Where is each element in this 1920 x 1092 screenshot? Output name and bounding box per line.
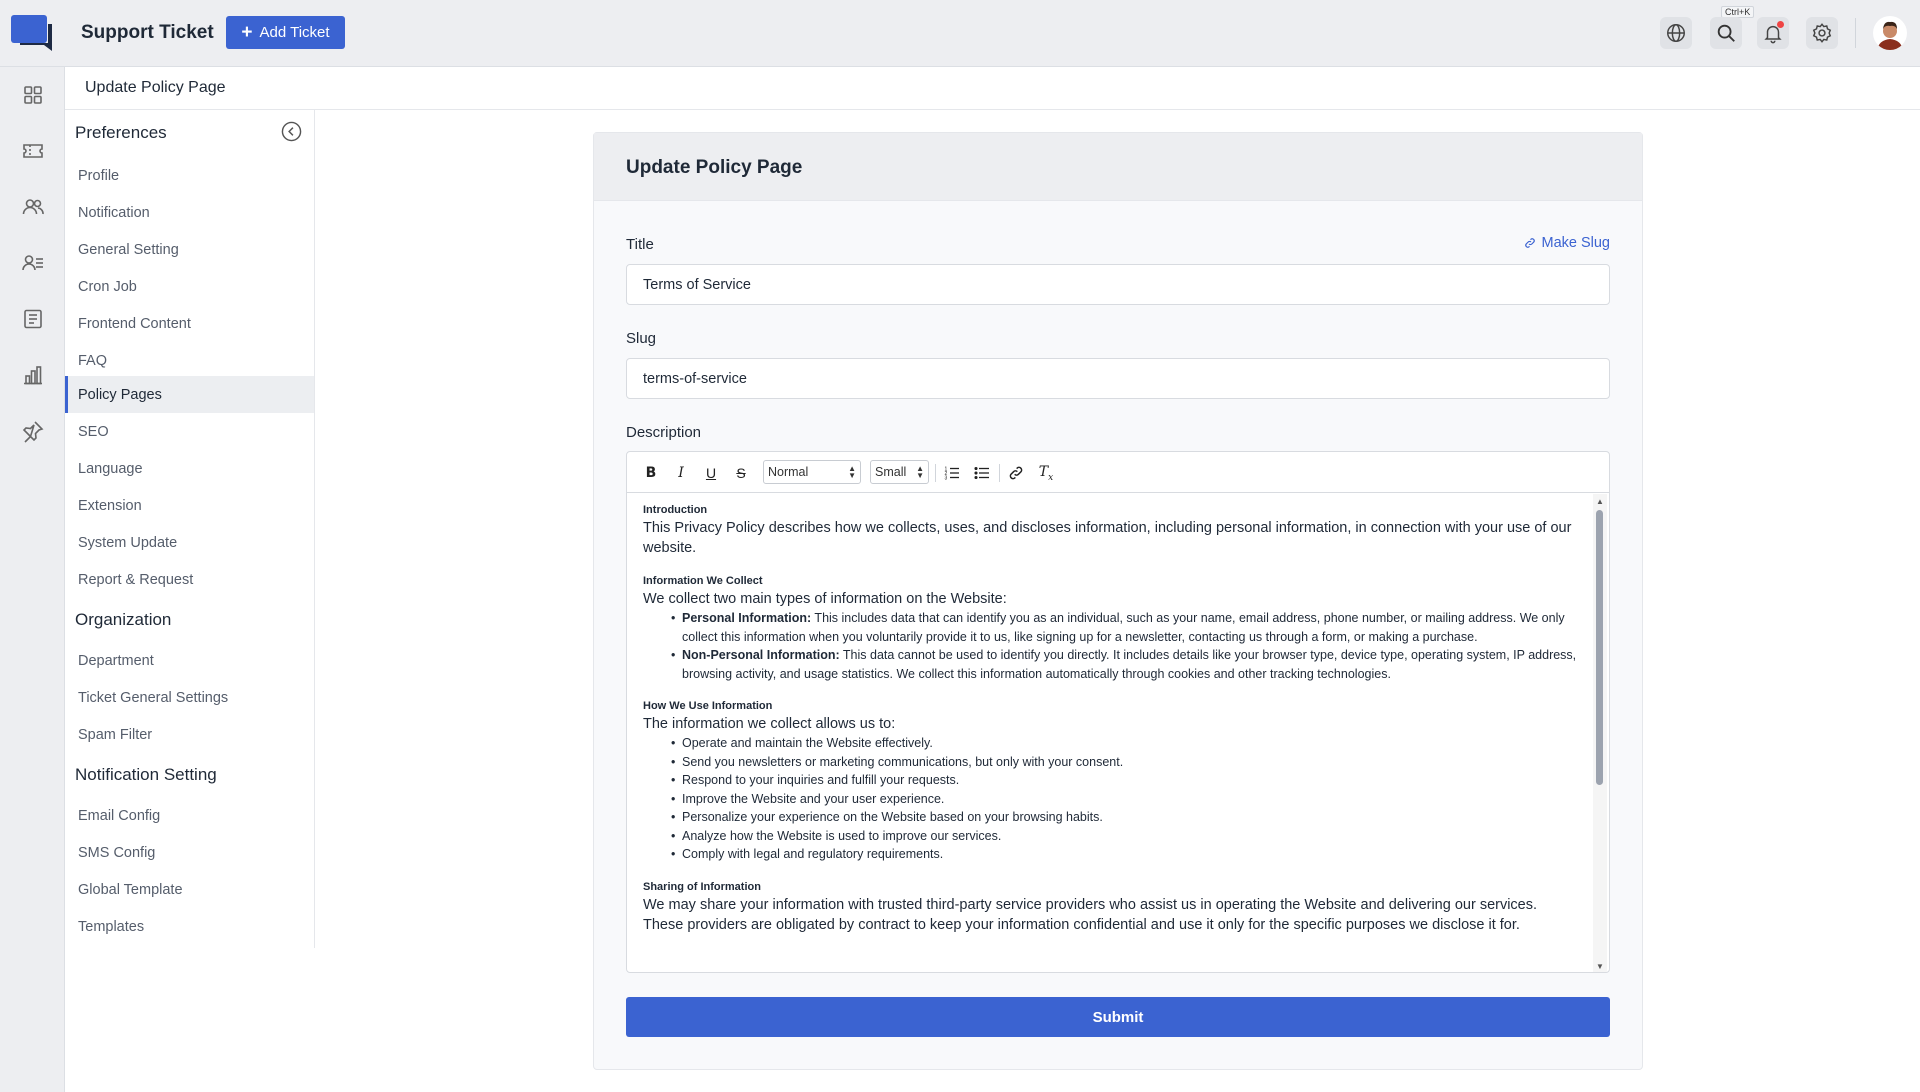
sidebar-item-faq[interactable]: FAQ <box>78 352 108 369</box>
make-slug-label: Make Slug <box>1541 235 1610 251</box>
link-icon <box>1524 237 1536 249</box>
header-select[interactable] <box>763 460 861 484</box>
language-button[interactable] <box>1660 17 1692 49</box>
bullet-list-icon <box>974 465 990 481</box>
breadcrumb-title: Update Policy Page <box>85 79 226 96</box>
list-item: • Personalize your experience on the Website based on your browsing habits. <box>682 808 1591 827</box>
users-icon <box>21 195 45 219</box>
search-shortcut-badge: Ctrl+K <box>1721 6 1754 18</box>
user-list-icon <box>21 251 45 275</box>
sidebar-item-cron-job[interactable]: Cron Job <box>78 278 137 295</box>
toolbar-divider <box>935 464 936 482</box>
clear-format-icon: $T_x$ <box>1038 463 1054 483</box>
sharing-text: We may share your information with trusted third-party service providers who assist us in operating the Website and delivering our services. These providers are obligated by contract to keep your information confidential and use it only for the specific purposes we disclose it for. <box>643 896 1538 933</box>
sidebar-item-department[interactable]: Department <box>78 652 154 669</box>
scroll-down-icon[interactable]: ▼ <box>1596 962 1604 971</box>
intro-heading: Introduction <box>643 504 708 516</box>
preferences-heading: Preferences <box>75 123 167 142</box>
sidebar-item-templates[interactable]: Templates <box>78 918 145 935</box>
title-input[interactable]: Terms of Service <box>626 264 1610 305</box>
select-arrows-icon: ▲ ▼ <box>848 464 856 480</box>
submit-button[interactable]: Submit <box>626 997 1610 1037</box>
personal-text: This includes data that can identify you as an individual, such as your name, email address, phone number, or mailing address. We only collect this information when you voluntarily provide it to us, like signing up for a newsletter, contacting us through a form, or making a purchase. <box>682 611 1565 644</box>
organization-heading: Organization <box>75 610 172 629</box>
user-avatar[interactable] <box>1873 16 1907 50</box>
editor-toolbar <box>627 452 1609 493</box>
make-slug-link[interactable] <box>1524 235 1610 251</box>
collect-heading: Information We Collect <box>643 575 763 587</box>
notifications-button[interactable] <box>1757 17 1789 49</box>
list-item: • Improve the Website and your user experience. <box>682 790 1591 809</box>
sidebar-item-global-template[interactable]: Global Template <box>78 881 183 898</box>
slug-input[interactable]: terms-of-service <box>626 358 1610 399</box>
toolbar-divider <box>999 464 1000 482</box>
sidebar-item-profile[interactable]: Profile <box>78 167 120 184</box>
description-editor <box>626 451 1610 973</box>
link-icon <box>1008 465 1024 481</box>
search-icon <box>1715 22 1737 44</box>
rail-staff[interactable] <box>21 251 45 275</box>
collapse-sidebar-icon[interactable] <box>281 121 302 142</box>
ticket-icon <box>21 139 45 163</box>
rail-tickets[interactable] <box>21 139 45 163</box>
gear-icon <box>1811 22 1833 44</box>
sidebar-item-notification[interactable]: Notification <box>78 204 150 221</box>
list-item: • Operate and maintain the Website effectively. <box>682 734 1591 753</box>
list-item: • Comply with legal and regulatory requirements. <box>682 845 1591 864</box>
bar-chart-icon <box>21 363 45 387</box>
editor-content[interactable] <box>627 493 1591 972</box>
header-divider <box>1855 18 1856 48</box>
app-title: Support Ticket <box>81 22 214 43</box>
plus-icon: + <box>241 22 253 43</box>
personal-label: Personal Information: <box>682 611 812 625</box>
rail-reports[interactable] <box>21 307 45 331</box>
sidebar-item-ticket-general-settings[interactable]: Ticket General Settings <box>78 689 229 706</box>
card-title: Update Policy Page <box>626 157 803 178</box>
sidebar-item-system-update[interactable]: System Update <box>78 534 178 551</box>
underline-button[interactable]: U <box>705 465 717 481</box>
pin-icon <box>21 419 45 443</box>
sidebar-item-policy-pages[interactable]: Policy Pages <box>65 376 314 413</box>
strike-button[interactable]: S <box>736 465 746 481</box>
notification-setting-heading: Notification Setting <box>75 765 217 784</box>
header-select-value: Normal <box>768 465 809 479</box>
icon-rail <box>0 67 65 1092</box>
notification-dot <box>1777 21 1784 28</box>
add-ticket-button[interactable] <box>226 16 345 49</box>
editor-scrollbar[interactable] <box>1593 494 1607 972</box>
rail-analytics[interactable] <box>21 363 45 387</box>
ordered-list-icon <box>944 465 960 481</box>
nonpersonal-text: This data cannot be used to identify you directly. It includes details like your browser type, device type, operating system, IP address, browsing activity, and usage statistics. We collect this information automatically through cookies and other tracking technologies. <box>682 648 1577 681</box>
clear-format-button[interactable] <box>1035 462 1057 484</box>
collect-text: We collect two main types of information on the Website: <box>643 591 1007 607</box>
dashboard-icon <box>21 83 45 107</box>
list-item: • Send you newsletters or marketing communications, but only with your consent. <box>682 753 1591 772</box>
sharing-heading: Sharing of Information <box>643 880 761 893</box>
globe-icon <box>1665 22 1687 44</box>
list-item <box>682 646 1591 683</box>
svg-text:2: 2 <box>944 471 948 477</box>
use-heading: How We Use Information <box>643 700 773 712</box>
rail-dashboard[interactable] <box>21 83 45 107</box>
sidebar-item-language[interactable]: Language <box>78 460 143 477</box>
sidebar-item-email-config[interactable]: Email Config <box>78 807 161 824</box>
app-logo-icon[interactable] <box>10 14 54 52</box>
list-item: • Respond to your inquiries and fulfill your requests. <box>682 771 1591 790</box>
policy-form-card <box>593 132 1643 1070</box>
title-label: Title <box>626 236 654 253</box>
bullet-list-button[interactable] <box>971 462 993 484</box>
breadcrumb <box>65 67 1920 110</box>
slug-label: Slug <box>626 330 657 347</box>
insert-link-button[interactable] <box>1005 462 1027 484</box>
intro-text: This Privacy Policy describes how we collects, uses, and discloses information, including personal information, in connection with your use of our website. <box>643 520 1572 556</box>
sidebar-item-frontend-content[interactable]: Frontend Content <box>78 315 191 332</box>
sidebar-item-general-setting[interactable]: General Setting <box>78 241 179 258</box>
collect-list <box>682 609 1591 683</box>
bold-button[interactable]: B <box>645 465 657 481</box>
document-icon <box>21 307 45 331</box>
italic-button[interactable]: I <box>678 465 684 481</box>
ordered-list-button[interactable] <box>941 462 963 484</box>
description-label: Description <box>626 424 702 441</box>
scroll-thumb[interactable] <box>1596 510 1603 785</box>
list-item: • Analyze how the Website is used to improve our services. <box>682 827 1591 846</box>
settings-sidebar <box>65 110 315 948</box>
size-select[interactable] <box>870 460 929 484</box>
sidebar-item-sms-config[interactable]: SMS Config <box>78 844 156 861</box>
svg-text:3: 3 <box>944 475 948 481</box>
size-select-value: Small <box>875 465 907 479</box>
rail-customers[interactable] <box>21 195 45 219</box>
select-arrows-icon: ▲ ▼ <box>916 464 924 480</box>
top-header <box>0 0 1920 67</box>
sidebar-item-seo[interactable]: SEO <box>78 423 109 440</box>
settings-button[interactable] <box>1806 17 1838 49</box>
add-ticket-label: Add Ticket <box>259 24 330 41</box>
use-list <box>682 734 1591 864</box>
use-text: The information we collect allows us to: <box>643 716 896 732</box>
nonpersonal-label: Non-Personal Information: <box>682 648 840 662</box>
svg-text:1: 1 <box>944 466 948 473</box>
avatar-image <box>1873 16 1907 50</box>
list-item <box>682 609 1591 646</box>
sidebar-item-extension[interactable]: Extension <box>78 497 142 514</box>
card-header <box>594 133 1642 201</box>
sidebar-item-spam-filter[interactable]: Spam Filter <box>78 726 153 743</box>
scroll-up-icon[interactable]: ▲ <box>1596 497 1604 506</box>
rail-pinned[interactable] <box>21 419 45 443</box>
sidebar-item-report-request[interactable]: Report & Request <box>78 571 194 588</box>
search-button[interactable] <box>1710 17 1742 49</box>
